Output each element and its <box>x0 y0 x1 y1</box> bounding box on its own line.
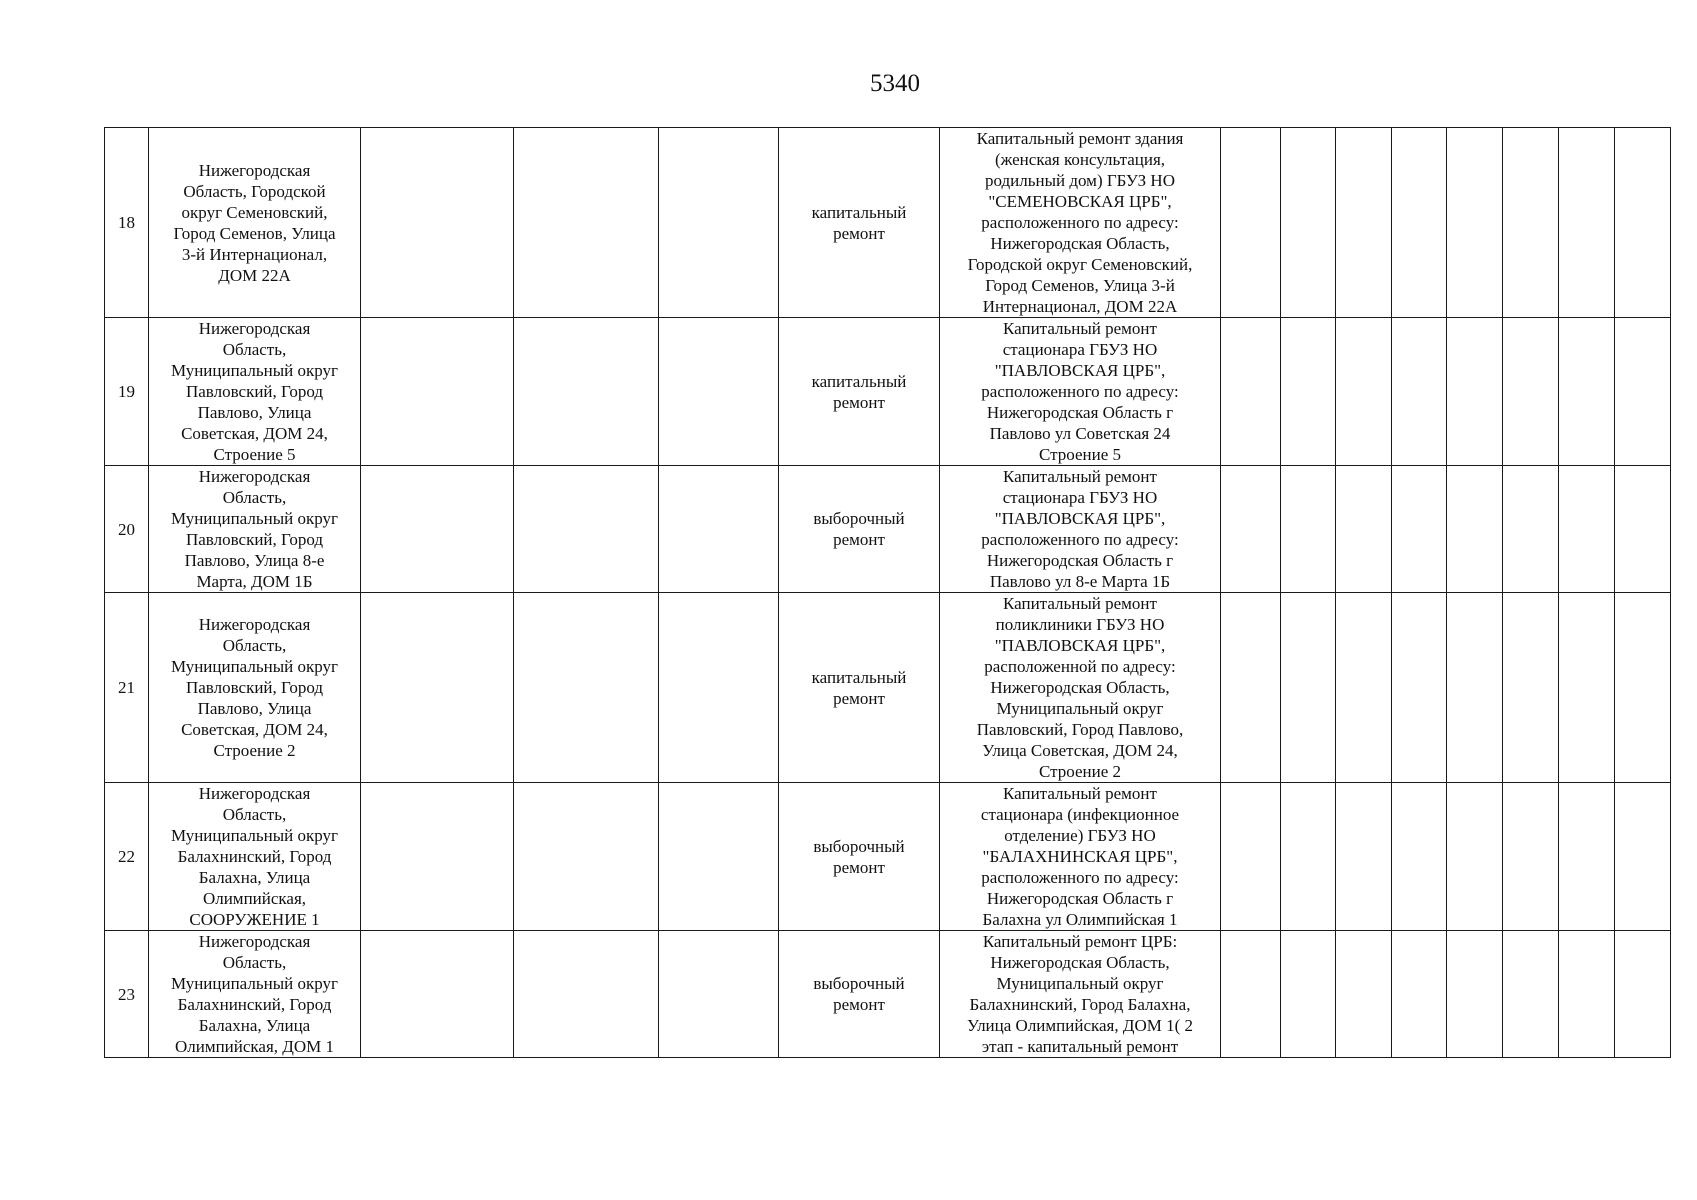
empty-cell <box>1615 931 1671 1058</box>
object-address: Нижегородская Область, Муниципальный округ Павловский, Город Павлово, Улица 8-е Марта, ДОМ 1Б <box>149 466 361 593</box>
empty-cell <box>1221 783 1281 931</box>
empty-cell <box>514 931 659 1058</box>
empty-cell <box>1615 318 1671 466</box>
empty-cell <box>1281 931 1336 1058</box>
object-address: Нижегородская Область, Муниципальный округ Павловский, Город Павлово, Улица Советская, ДОМ 24, Строение 2 <box>149 593 361 783</box>
empty-cell <box>1336 593 1392 783</box>
object-address: Нижегородская Область, Муниципальный округ Павловский, Город Павлово, Улица Советская, ДОМ 24, Строение 5 <box>149 318 361 466</box>
empty-cell <box>361 931 514 1058</box>
page-number: 5340 <box>870 70 920 97</box>
empty-cell <box>1281 593 1336 783</box>
table-row <box>105 931 1671 1058</box>
work-description: Капитальный ремонт стационара ГБУЗ НО "ПАВЛОВСКАЯ ЦРБ", расположенного по адресу: Нижегородская Область г Павлово ул 8-е Марта 1Б <box>940 466 1221 593</box>
empty-cell <box>1447 318 1503 466</box>
table-row <box>105 466 1671 593</box>
work-type: капитальный ремонт <box>779 593 940 783</box>
object-address: Нижегородская Область, Муниципальный округ Балахнинский, Город Балахна, Улица Олимпийская, СООРУЖЕНИЕ 1 <box>149 783 361 931</box>
table-row <box>105 783 1671 931</box>
work-type: выборочный ремонт <box>779 931 940 1058</box>
object-register-table <box>104 127 1671 1058</box>
empty-cell <box>659 783 779 931</box>
empty-cell <box>1221 931 1281 1058</box>
empty-cell <box>659 931 779 1058</box>
empty-cell <box>1503 931 1559 1058</box>
work-description: Капитальный ремонт стационара ГБУЗ НО "ПАВЛОВСКАЯ ЦРБ", расположенного по адресу: Нижегородская Область г Павлово ул Советская 24 Строение 5 <box>940 318 1221 466</box>
empty-cell <box>1281 128 1336 318</box>
row-number: 20 <box>105 466 149 593</box>
empty-cell <box>1392 593 1447 783</box>
work-type: капитальный ремонт <box>779 318 940 466</box>
empty-cell <box>1281 783 1336 931</box>
work-type: выборочный ремонт <box>779 783 940 931</box>
empty-cell <box>659 466 779 593</box>
empty-cell <box>514 783 659 931</box>
work-type: капитальный ремонт <box>779 128 940 318</box>
empty-cell <box>514 318 659 466</box>
work-description: Капитальный ремонт ЦРБ: Нижегородская Область, Муниципальный округ Балахнинский, Город Балахна, Улица Олимпийская, ДОМ 1( 2 этап - капитальный ремонт <box>940 931 1221 1058</box>
row-number: 19 <box>105 318 149 466</box>
empty-cell <box>1503 593 1559 783</box>
empty-cell <box>1392 318 1447 466</box>
object-address: Нижегородская Область, Муниципальный округ Балахнинский, Город Балахна, Улица Олимпийская, ДОМ 1 <box>149 931 361 1058</box>
empty-cell <box>1447 783 1503 931</box>
empty-cell <box>1392 128 1447 318</box>
empty-cell <box>1503 128 1559 318</box>
work-description: Капитальный ремонт стационара (инфекционное отделение) ГБУЗ НО "БАЛАХНИНСКАЯ ЦРБ", расположенного по адресу: Нижегородская Область г Балахна ул Олимпийская 1 <box>940 783 1221 931</box>
empty-cell <box>1615 466 1671 593</box>
empty-cell <box>1503 318 1559 466</box>
empty-cell <box>1503 783 1559 931</box>
work-description: Капитальный ремонт поликлиники ГБУЗ НО "ПАВЛОВСКАЯ ЦРБ", расположенной по адресу: Нижегородская Область, Муниципальный округ Павловский, Город Павлово, Улица Советская, ДОМ 24, Строение 2 <box>940 593 1221 783</box>
object-address: Нижегородская Область, Городской округ Семеновский, Город Семенов, Улица 3-й Интернационал, ДОМ 22А <box>149 128 361 318</box>
work-type: выборочный ремонт <box>779 466 940 593</box>
empty-cell <box>361 318 514 466</box>
empty-cell <box>1336 318 1392 466</box>
empty-cell <box>1503 466 1559 593</box>
work-description: Капитальный ремонт здания (женская консультация, родильный дом) ГБУЗ НО "СЕМЕНОВСКАЯ ЦРБ", расположенного по адресу: Нижегородская Область, Городской округ Семеновский, Город Семенов, Улица 3-й Интернационал, ДОМ 22А <box>940 128 1221 318</box>
empty-cell <box>1615 783 1671 931</box>
empty-cell <box>1281 466 1336 593</box>
table-row <box>105 128 1671 318</box>
table-row <box>105 318 1671 466</box>
empty-cell <box>659 593 779 783</box>
empty-cell <box>1559 128 1615 318</box>
empty-cell <box>1447 128 1503 318</box>
empty-cell <box>1447 931 1503 1058</box>
empty-cell <box>1281 318 1336 466</box>
empty-cell <box>659 318 779 466</box>
empty-cell <box>361 128 514 318</box>
row-number: 23 <box>105 931 149 1058</box>
empty-cell <box>1559 318 1615 466</box>
empty-cell <box>514 466 659 593</box>
row-number: 18 <box>105 128 149 318</box>
empty-cell <box>361 466 514 593</box>
empty-cell <box>1559 593 1615 783</box>
empty-cell <box>1559 783 1615 931</box>
row-number: 22 <box>105 783 149 931</box>
empty-cell <box>1221 466 1281 593</box>
empty-cell <box>361 593 514 783</box>
table-row <box>105 593 1671 783</box>
empty-cell <box>1615 593 1671 783</box>
empty-cell <box>1336 466 1392 593</box>
empty-cell <box>1336 931 1392 1058</box>
empty-cell <box>1221 128 1281 318</box>
empty-cell <box>1221 318 1281 466</box>
empty-cell <box>1336 128 1392 318</box>
empty-cell <box>514 593 659 783</box>
empty-cell <box>1615 128 1671 318</box>
empty-cell <box>1221 593 1281 783</box>
empty-cell <box>1559 931 1615 1058</box>
empty-cell <box>514 128 659 318</box>
empty-cell <box>1447 593 1503 783</box>
empty-cell <box>1392 466 1447 593</box>
empty-cell <box>1392 931 1447 1058</box>
empty-cell <box>1559 466 1615 593</box>
empty-cell <box>361 783 514 931</box>
empty-cell <box>1447 466 1503 593</box>
empty-cell <box>1392 783 1447 931</box>
empty-cell <box>659 128 779 318</box>
empty-cell <box>1336 783 1392 931</box>
row-number: 21 <box>105 593 149 783</box>
